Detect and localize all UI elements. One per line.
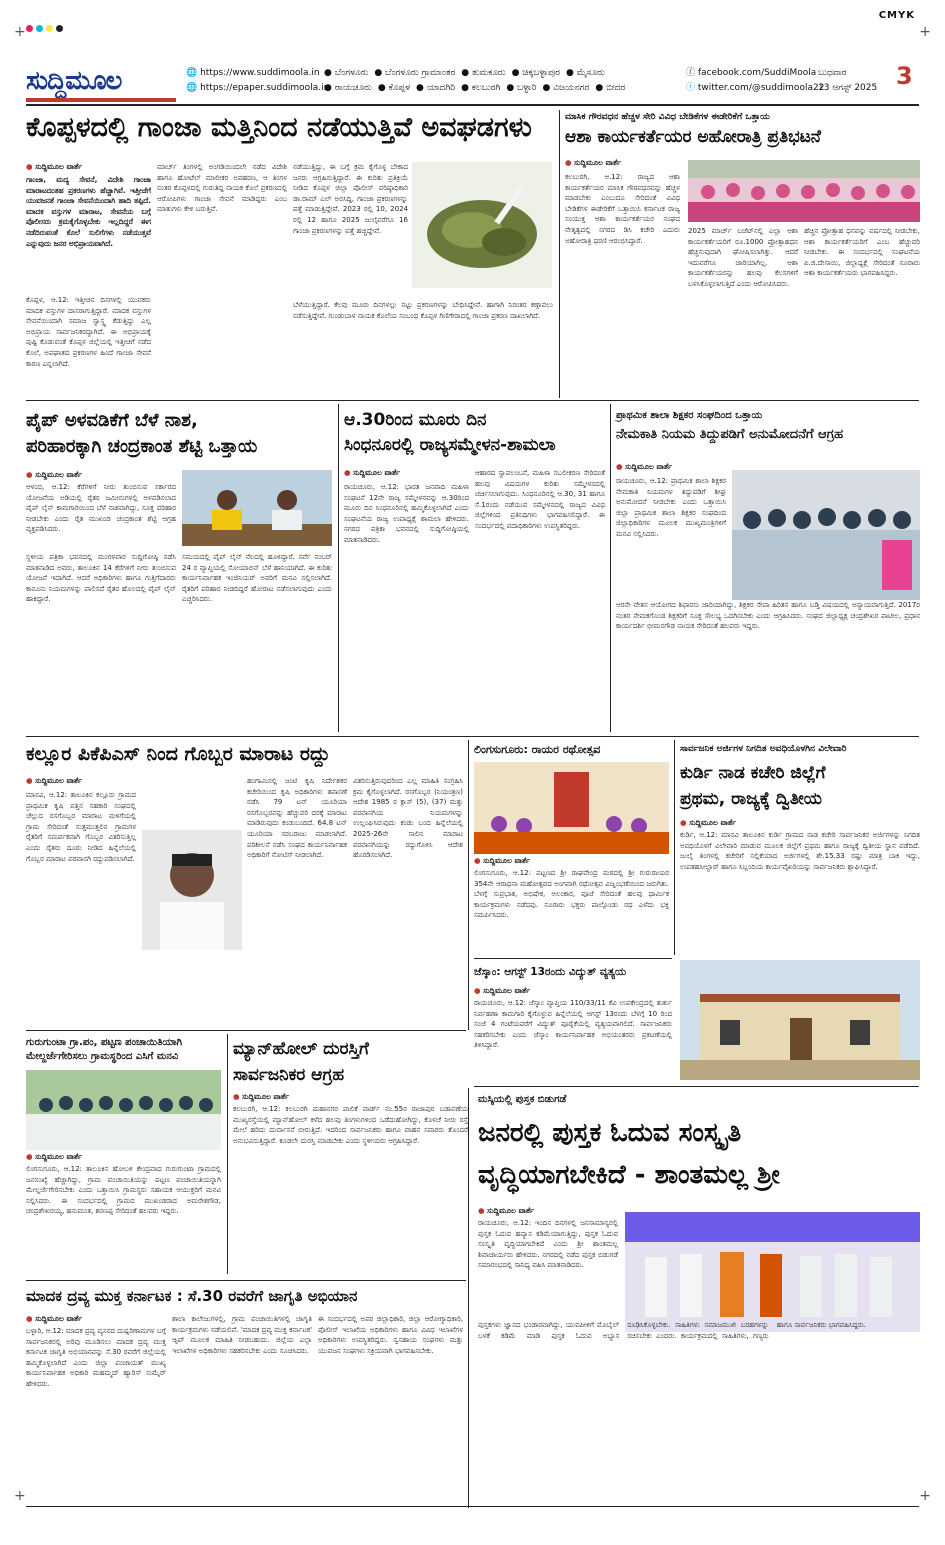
rathotsava-photo	[474, 762, 669, 854]
footer-rule	[26, 1506, 919, 1507]
facebook-icon: ⓕ	[686, 68, 698, 78]
article-body: ಆಳಂದ, ಆ.12: ಕೆರೆಗಳಿಗೆ ನೀರು ತುಂಬಿಸುವ ಸರ್ಕಾರದ ಯೋಜನೆಯ ಅಡಿಯಲ್ಲಿ ರೈತರ ಜಮೀನುಗಳಲ್ಲಿ ಅಳವಡಿಸಲಾದ ಪೈಪ್ ಲೈನ್ ಕಾಮಗಾರಿಯಿಂದ ಬೆಳೆ ನಾಶವಾಗಿದ್ದು, ಸೂಕ್ತ ಪರಿಹಾರ ನೀಡಬೇಕು ಎಂದು ರೈತ ಮುಖಂಡ ಚಂದ್ರಕಾಂತ ಶೆಟ್ಟಿ ಆಗ್ರಹ ವ್ಯಕ್ತಪಡಿಸಿದರು.	[26, 483, 176, 534]
byline: ● ಸುದ್ದಿಮೂಲ ವಾರ್ತೆ	[233, 1092, 468, 1102]
gurugunta-photo	[26, 1070, 221, 1150]
byline: ● ಸುದ್ದಿಮೂಲ ವಾರ್ತೆ	[474, 856, 669, 866]
headline-line: ಮ್ಯಾನ್‌ಹೋಲ್ ದುರಸ್ತಿಗೆ	[233, 1039, 369, 1059]
article-body: ಈ ಸಂದರ್ಭದಲ್ಲಿ ಅಪರ ಜಿಲ್ಲಾಧಿಕಾರಿ, ಜಿಲ್ಲಾ ಆರೋಗ್ಯಾಧಿಕಾರಿ, ಪೊಲೀಸ್ ಇಲಾಖೆಯ ಅಧಿಕಾರಿಗಳು ಹಾಗೂ ವಿವಿಧ ಇಲಾಖೆಗಳ ಅಧಿಕಾರಿಗಳು ಉಪಸ್ಥಿತರಿದ್ದರು. ಸ್ವಸಹಾಯ ಸಂಘಗಳು ಮತ್ತು ಯುವಜನ ಸಂಘಗಳು ಸಕ್ರಿಯವಾಗಿ ಭಾಗವಹಿಸಬೇಕು.	[318, 1315, 463, 1355]
social-links	[686, 66, 824, 96]
nada-kacheri-photo	[680, 960, 920, 1080]
ganja-photo	[412, 162, 552, 288]
byline: ● ಸುದ್ದಿಮೂಲ ವಾರ್ತೆ	[478, 1206, 618, 1216]
headline-line: ಮೇಲ್ದರ್ಜೆಗೇರಿಸಲು ಗ್ರಾಮಸ್ಥರಿಂದ ಎಸಿಗೆ ಮನವಿ	[26, 1051, 179, 1062]
article-body: ಕಲಬುರಗಿ, ಆ.12: ರಾಜ್ಯದ ಆಶಾ ಕಾರ್ಯಕರ್ತೆಯರ ಮಾಸಿಕ ಗೌರವಧನವನ್ನು ಹೆಚ್ಚಳ ಮಾಡಬೇಕು ಎಂಬುದೂ ಸೇರಿದಂತೆ ವಿವಿಧ ಬೇಡಿಕೆಗಳ ಈಡೇರಿಕೆಗೆ ಒತ್ತಾಯಿಸಿ ಕರ್ನಾಟಕ ರಾಜ್ಯ ಸಂಯುಕ್ತ ಆಶಾ ಕಾರ್ಯಕರ್ತೆಯರ ಸಂಘದ ನೇತೃತ್ವದಲ್ಲಿ ನಗರದ ಡಿಸಿ ಕಚೇರಿ ಎದುರು ಅಹೋರಾತ್ರಿ ಧರಣಿ ಆರಂಭಿಸಿದ್ದಾರೆ.	[565, 173, 680, 245]
byline: ● ಸುದ್ದಿಮೂಲ ವಾರ್ತೆ	[344, 468, 474, 478]
headline-asha[interactable]: ಆಶಾ ಕಾರ್ಯಕರ್ತೆಯರ ಅಹೋರಾತ್ರಿ ಪ್ರತಿಭಟನೆ	[565, 127, 821, 147]
section-rule	[474, 958, 672, 959]
article-body: ಮಾರ್ಚ್ ತಿಂಗಳಲ್ಲಿ ಅಂಗಡಿಯಿಂದಲೇ ನಡೆದ ವಿದೇಶಿ ಹಾಗೂ ಹೋಟೆಲ್ ಮಾಲೀಕರ ಅಪಹರಣ, ಆ ತಿಂಗಳ ನಂತರ ಕೊಪ್ಪಳದಲ್ಲಿ ಗುರುತಿದ್ದ ನಾಯಕ ಕೊಲೆ ಪ್ರಕರಣದಲ್ಲಿ ಆರೋಪಿಗಳು ಗಾಂಜಾ ಸೇವನೆ ಮಾಡಿದ್ದರು ಎಂಬ ಮಾತುಗಳು ಕೇಳಿ ಬರುತ್ತಿವೆ.	[157, 163, 287, 214]
print-registration-dots	[26, 17, 66, 36]
column-divider	[468, 740, 469, 1030]
twitter-icon: ⓣ	[686, 83, 698, 93]
issue-date-value: 13 ಆಗಸ್ಟ್ 2025	[818, 83, 878, 93]
kicker: ಸಾರ್ವಜನಿಕ ಅರ್ಜಿಗಳ ನಿಗದಿತ ಅವಧಿಯೊಳಗಿನ ವಿಲೇವಾರಿ	[680, 744, 847, 754]
article-lead: ಗಾಂಜಾ, ಮದ್ಯ ಸೇವನೆ, ವಿದೇಶಿ ಗಾಂಜಾ ಮಾರಾಟದಂತಹ ಪ್ರಕರಣಗಳು ಹೆಚ್ಚಾಗಿವೆ. ಇತ್ತೀಚೆಗೆ ಯುವಜನತೆ ಗಾಂಜಾ ಸೇವನೆಯಿಂದಾಗಿ ಹಾದಿ ತಪ್ಪಿದೆ. ಮಾದಕ ವಸ್ತುಗಳ ಮಾರಾಟ, ಸೇವನೆಯ ಬಗ್ಗೆ ಪೊಲೀಸರು ಕ್ರಮಕೈಗೊಳ್ಳಬೇಕು ಇಲ್ಲದಿದ್ದರೆ ಈಗ ನಡೆದಿರುವಂತೆ ಕೊಲೆ ಸುಲಿಗೆಗಳು ನಡೆಯುತ್ತವೆ ಎನ್ನುವುದು ಜನರ ಅಭಿಪ್ರಾಯವಾಗಿದೆ.	[26, 175, 151, 248]
twitter-link[interactable]: twitter.com/@suddimoola22	[697, 83, 825, 93]
website-link[interactable]: https://www.suddimoola.in	[200, 68, 320, 78]
district-link[interactable]: ● ತುಮಕೂರು	[461, 68, 506, 78]
article-body: ಪುಸ್ತಕಗಳು ಜ್ಞಾನದ ಭಂಡಾರವಾಗಿದ್ದು, ಯುವಪೀಳಿಗೆ ಮೊಬೈಲ್ ಬಳಕೆ ಕಡಿಮೆ ಮಾಡಿ ಪುಸ್ತಕ ಓದುವ ಅಭ್ಯಾಸ ರೂಢಿಸಿಕೊಳ್ಳಬೇಕು. ಸಾಹಿತಿಗಳು ಸಮಾಜಮುಖಿ ಬರಹಗಳನ್ನು ರಚಿಸಬೇಕು ಎಂದರು. ಕಾರ್ಯಕ್ರಮದಲ್ಲಿ ಸಾಹಿತಿಗಳು, ಗಣ್ಯರು ಹಾಗೂ ಸಾರ್ವಜನಿಕರು ಭಾಗವಹಿಸಿದ್ದರು.	[478, 1321, 867, 1340]
cmyk-mark: CMYK	[878, 10, 915, 21]
column-divider	[610, 404, 611, 732]
teachers-photo	[732, 470, 920, 600]
press-meet-photo	[182, 470, 332, 546]
header-rule	[26, 104, 919, 106]
kicker: ಪ್ರಾಥಮಿಕ ಶಾಲಾ ಶಿಕ್ಷಕರ ಸಂಘದಿಂದ ಒತ್ತಾಯ	[616, 410, 763, 421]
kicker: ಮಸ್ಕಿಯಲ್ಲಿ ಪುಸ್ತಕ ಬಿಡುಗಡೆ	[478, 1094, 567, 1105]
article-body: ನಡೆಯುತ್ತಿದ್ದು, ಈ ಬಗ್ಗೆ ಕ್ರಮ ಕೈಗೊಳ್ಳ ಬೇಕಾದ ಜನರು ಆಗ್ರಹಿಸುತ್ತಿದ್ದಾರೆ. ಈ ಕುರಿತು ಪ್ರತಿಕ್ರಿಯೆ ನೀಡಿದ ಕೊಪ್ಪಳ ಜಿಲ್ಲಾ ಪೊಲೀಸ್ ವರಿಷ್ಠಾಧಿಕಾರಿ ಡಾ.ರಾಮ್ ಎಲ್ ಅರಸಿದ್ದಿ, ಗಾಂಜಾ ಪ್ರಕರಣಗಳನ್ನು ಪತ್ತೆ ಮಾಡುತ್ತಿದ್ದೇವೆ. 2023 ರಲ್ಲಿ 10, 2024 ರಲ್ಲಿ 12 ಹಾಗೂ 2025 ಜುಲೈವರೆಗೂ 16 ಗಾಂಜಾ ಪ್ರಕರಣಗಳನ್ನು ಪತ್ತೆ ಹಚ್ಚಿದ್ದೇವೆ.	[293, 163, 408, 235]
column-divider	[468, 1088, 469, 1508]
district-link[interactable]: ● ಬೆಂಗಳೂರು ಗ್ರಾಮಾಂತರ	[374, 68, 456, 78]
section-rule	[26, 400, 919, 401]
article-body: ಲಿಂಗಸುಗೂರು, ಆ.12: ಪಟ್ಟಣದ ಶ್ರೀ ರಾಘವೇಂದ್ರ ಮಠದಲ್ಲಿ ಶ್ರೀ ಗುರುರಾಯರ 354ನೇ ಆರಾಧನಾ ಮಹೋತ್ಸವದ ಅಂಗವಾಗಿ ರಥೋತ್ಸವ ವಿಜೃಂಭಣೆಯಿಂದ ಜರುಗಿತು. ಬೆಳಗ್ಗೆ ಸುಪ್ರಭಾತ, ಅಭಿಷೇಕ, ಅಲಂಕಾರ, ಪೂಜೆ ಸೇರಿದಂತೆ ಹಲವು ಧಾರ್ಮಿಕ ಕಾರ್ಯಕ್ರಮಗಳು ನಡೆದವು. ನೂರಾರು ಭಕ್ತರು ಪಾಲ್ಗೊಂಡು ರಥ ಎಳೆದು ಭಕ್ತಿ ಸಮರ್ಪಿಸಿದರು.	[474, 869, 669, 920]
section-rule	[26, 736, 919, 737]
epaper-link[interactable]: https://epaper.suddimoola.in	[200, 83, 330, 93]
section-rule	[26, 1280, 466, 1281]
byline: ● ಸುದ್ದಿಮೂಲ ವಾರ್ತೆ	[26, 470, 176, 480]
headline-line: ಸಿಂಧನೂರಲ್ಲಿ ರಾಜ್ಯಸಮ್ಮೇಳನ-ಶಾಮಲಾ	[344, 435, 556, 455]
column-divider	[338, 404, 339, 732]
headline-shikshakara[interactable]: ನೇಮಕಾತಿ ನಿಯಮ ತಿದ್ದುಪಡಿಗೆ ಅನುಮೋದನೆಗೆ ಆಗ್ರಹ	[616, 427, 844, 442]
headline-line: ಪ್ರಥಮ, ರಾಜ್ಯಕ್ಕೆ ದ್ವಿತೀಯ	[680, 789, 822, 809]
section-rule	[474, 1086, 919, 1087]
masthead-underline	[26, 98, 176, 102]
globe-icon: 🌐	[186, 68, 201, 78]
headline-ganja[interactable]: ಕೊಪ್ಪಳದಲ್ಲಿ ಗಾಂಜಾ ಮತ್ತಿನಿಂದ ನಡೆಯುತ್ತಿವೆ ಅವಘಡಗಳು	[26, 112, 532, 143]
article-body: ಲಿಂಗಸುಗೂರು, ಆ.12: ತಾಲೂಕಿನ ಹೋಬಳಿ ಕೇಂದ್ರವಾದ ಗುರುಗುಂಟಾ ಗ್ರಾಮದಲ್ಲಿ ಜನಸಂಖ್ಯೆ ಹೆಚ್ಚಾಗಿದ್ದು, ಗ್ರಾಮ ಪಂಚಾಯಿತಿಯನ್ನು ಪಟ್ಟಣ ಪಂಚಾಯಿತಿಯನ್ನಾಗಿ ಮೇಲ್ದರ್ಜೆಗೇರಿಸಬೇಕು ಎಂದು ಒತ್ತಾಯಿಸಿ ಗ್ರಾಮಸ್ಥರು ಸಹಾಯಕ ಆಯುಕ್ತರಿಗೆ ಮನವಿ ಸಲ್ಲಿಸಿದರು. ಈ ಸಂದರ್ಭದಲ್ಲಿ ಗ್ರಾಮದ ಮುಖಂಡರಾದ ಅಮರೇಶಗೌಡ, ಚಂದ್ರಶೇಖರಯ್ಯ, ಹನುಮಂತ, ಶರಣಪ್ಪ ಸೇರಿದಂತೆ ಹಲವರು ಇದ್ದರು.	[26, 1165, 221, 1216]
byline: ● ಸುದ್ದಿಮೂಲ ವಾರ್ತೆ	[616, 462, 726, 472]
headline-line: ವೃದ್ಧಿಯಾಗಬೇಕಿದೆ - ಶಾಂತಮಲ್ಲ ಶ್ರೀ	[478, 1160, 780, 1190]
masthead-logo[interactable]: ಸುದ್ದಿಮೂಲ	[26, 66, 176, 96]
article-body: ಕಲಬುರಗಿ, ಆ.12: ಕಲಬುರಗಿ ಮಹಾನಗರ ಪಾಲಿಕೆ ವಾರ್ಡ್ ನಂ.55ರ ರಾಜಾಪುರ ಬಡಾವಣೆಯ ಮುಖ್ಯರಸ್ತೆಯಲ್ಲಿ ಮ್ಯಾನ್‌ಹೋಲ್ ಕಳೆದ ಹಲವು ತಿಂಗಳುಗಳಿಂದ ಒಡೆದುಹೋಗಿದ್ದು, ಕೊಳಚೆ ನೀರು ರಸ್ತೆ ಮೇಲೆ ಹರಿದು ದುರ್ವಾಸನೆ ಬೀರುತ್ತಿದೆ. ಇದರಿಂದ ಸಾರ್ವಜನಿಕರು ಹಾಗೂ ವಾಹನ ಸವಾರರು ತೊಂದರೆ ಅನುಭವಿಸುತ್ತಿದ್ದಾರೆ. ಕೂಡಲೇ ದುರಸ್ತಿ ಮಾಡಬೇಕು ಎಂದು ಸ್ಥಳೀಯರು ಆಗ್ರಹಿಸಿದ್ದಾರೆ.	[233, 1105, 468, 1145]
headline-kallur[interactable]: ಕಲ್ಲೂರ ಪಿಕೆಪಿಎಸ್ ನಿಂದ ಗೊಬ್ಬರ ಮಾರಾಟ ರದ್ದು	[26, 743, 331, 765]
article-body: ವಿತರಿಸುತ್ತಿರುವುದರಿಂದ ಎಲ್ಲ ಮಾಹಿತಿ ಸಂಗ್ರಹಿಸಿ ಕ್ರಮ ಕೈಗೊಳ್ಳಲಾಗಿದೆ. ರಸಗೊಬ್ಬರ (ನಿಯಂತ್ರಣ) ಆದೇಶ 1985 ರ ಕ್ಲಾಸ್ (5), (37) ಮತ್ತು ಪರವಾನಗಿಯ ನಿಯಮಗಳನ್ನು ಉಲ್ಲಂಘಿಸಿರುವುದು ಕಂಡು ಬಂದ ಹಿನ್ನೆಲೆಯಲ್ಲಿ 2025-26ನೇ ಸಾಲಿನ ಮಾರಾಟ ಪರವಾನಗಿಯನ್ನು ರದ್ದುಗೊಳಿಸಿ ಆದೇಶ ಹೊರಡಿಸಲಾಗಿದೆ.	[353, 777, 463, 860]
globe-icon: 🌐	[186, 83, 201, 93]
officer-portrait	[142, 830, 242, 950]
article-body: ಆಹಾರದ ಸ್ವಾವಲಂಬನೆ, ಮಹಿಳಾ ಸಬಲೀಕರಣ ಸೇರಿದಂತೆ ಹಲವು ವಿಷಯಗಳ ಕುರಿತು ಸಮ್ಮೇಳನದಲ್ಲಿ ಚರ್ಚಿಸಲಾಗುವುದು. ಸಿಂಧನೂರಿನಲ್ಲಿ ಆ.30, 31 ಹಾಗೂ ಸೆ.1ರಂದು ನಡೆಯುವ ಸಮ್ಮೇಳನದಲ್ಲಿ ರಾಜ್ಯದ ವಿವಿಧ ಜಿಲ್ಲೆಗಳಿಂದ ಪ್ರತಿನಿಧಿಗಳು ಭಾಗವಹಿಸಲಿದ್ದಾರೆ. ಈ ಸಂದರ್ಭದಲ್ಲಿ ಪದಾಧಿಕಾರಿಗಳು ಉಪಸ್ಥಿತರಿದ್ದರು.	[475, 469, 605, 530]
headline-line: ಗುರುಗುಂಟಾ ಗ್ರಾ.ಪಂ, ಪಟ್ಟಣ ಪಂಚಾಯಿತಿಯಾಗಿ	[26, 1037, 183, 1048]
district-link[interactable]: ● ರಾಯಚೂರು	[324, 83, 372, 93]
article-body: ಸ್ಥಳೀಯ ಪತ್ರಿಕಾ ಭವನದಲ್ಲಿ ಮಂಗಳವಾರ ಸುದ್ದಿಗೋಷ್ಠಿ ನಡೆಸಿ ಮಾತನಾಡಿದ ಅವರು, ತಾಲೂಕಿನ 14 ಕೆರೆಗಳಿಗೆ ನೀರು ತುಂಬಿಸುವ ಯೋಜನೆ ಇದಾಗಿದೆ. ಆದರೆ ಅಧಿಕಾರಿಗಳು ಹಾಗೂ ಗುತ್ತಿಗೆದಾರರು ಕಾನೂನು ನಿಯಮಗಳನ್ನು ಪಾಲಿಸದೆ ರೈತರ ಹೊಲದಲ್ಲಿ ಪೈಪ್ ಲೈನ್ ಹಾಕಿದ್ದಾರೆ.	[26, 553, 176, 604]
district-link[interactable]: ● ಚಿಕ್ಕಬಳ್ಳಾಪುರ	[511, 68, 561, 78]
district-link[interactable]: ● ಯಾದಗಿರಿ	[416, 83, 456, 93]
article-body: ಆರನೇ ವೇತನ ಆಯೋಗದ ಶಿಫಾರಸು ಜಾರಿಯಾಗಿದ್ದು, ಶಿಕ್ಷಕರ ಸೇವಾ ಹಿರಿತನ ಹಾಗೂ ಬಡ್ತಿ ವಿಷಯದಲ್ಲಿ ಅನ್ಯಾಯವಾಗುತ್ತಿದೆ. 2017ರ ನಂತರ ನೇಮಕಗೊಂಡ ಶಿಕ್ಷಕರಿಗೆ ಸೂಕ್ತ ಸೌಲಭ್ಯ ಒದಗಿಸಬೇಕು ಎಂದು ಆಗ್ರಹಿಸಿದರು. ಸಂಘದ ಜಿಲ್ಲಾಧ್ಯಕ್ಷ ಚಂದ್ರಶೇಖರ ಪಾಟೀಲ, ಪ್ರಧಾನ ಕಾರ್ಯದರ್ಶಿ ಭೀಮನಗೌಡ ನಾಯಕ ಸೇರಿದಂತೆ ಹಲವರು ಇದ್ದರು.	[616, 601, 920, 631]
headline-manhole[interactable]	[233, 1036, 468, 1088]
district-link[interactable]: ● ಬಳ್ಳಾರಿ	[506, 83, 537, 93]
article-body: ರಾಯಚೂರು, ಆ.12: ಭಾರತ ಜನವಾದಿ ಮಹಿಳಾ ಸಂಘಟನೆ 12ನೇ ರಾಜ್ಯ ಸಮ್ಮೇಳನವನ್ನು ಆ.30ರಿಂದ ಮೂರು ದಿನ ಸಿಂಧನೂರಿನಲ್ಲಿ ಹಮ್ಮಿಕೊಳ್ಳಲಾಗಿದೆ ಎಂದು ಸಂಘಟನೆಯ ರಾಜ್ಯ ಉಪಾಧ್ಯಕ್ಷೆ ಶಾಮಲಾ ಹೇಳಿದರು. ನಗರದ ಪತ್ರಿಕಾ ಭವನದಲ್ಲಿ ಸುದ್ದಿಗೋಷ್ಠಿಯಲ್ಲಿ ಮಾತನಾಡಿದರು.	[344, 483, 469, 544]
crop-mark-icon: +	[919, 1488, 931, 1504]
article-body: ರಾಯಚೂರು, ಆ.12: ಪ್ರಾಥಮಿಕ ಶಾಲಾ ಶಿಕ್ಷಕರ ನೇಮಕಾತಿ ನಿಯಮಗಳ ತಿದ್ದುಪಡಿಗೆ ಶೀಘ್ರ ಅನುಮೋದನೆ ನೀಡಬೇಕು ಎಂದು ಒತ್ತಾಯಿಸಿ ಜಿಲ್ಲಾ ಪ್ರಾಥಮಿಕ ಶಾಲಾ ಶಿಕ್ಷಕರ ಸಂಘದಿಂದ ಜಿಲ್ಲಾಧಿಕಾರಿಗಳ ಮೂಲಕ ಮುಖ್ಯಮಂತ್ರಿಗಳಿಗೆ ಮನವಿ ಸಲ್ಲಿಸಿದರು.	[616, 477, 726, 538]
headline-kurdi[interactable]	[680, 760, 920, 812]
article-body: ಸಮಯದಲ್ಲಿ ಪೈಪ್ ಲೈನ್ ನೆಲದಲ್ಲಿ ಹೂಳಿದ್ದಾರೆ. ಸರ್ವೆ ನಂಬರ್ 24 ರ ವ್ಯಾಪ್ತಿಯಲ್ಲಿ ಸೋಯಾಬಿನ್ ಬೆಳೆ ಹಾನಿಯಾಗಿದೆ. ಈ ಕುರಿತು ಕಾರ್ಯನಿರ್ವಾಹಕ ಇಂಜಿನಿಯರ್ ಅವರಿಗೆ ಮನವಿ ಸಲ್ಲಿಸಲಾಗಿದೆ. ರೈತರಿಗೆ ಪರಿಹಾರ ನೀಡದಿದ್ದರೆ ಹೋರಾಟ ನಡೆಸಲಾಗುವುದು ಎಂದು ಎಚ್ಚರಿಸಿದರು.	[182, 553, 332, 604]
district-link[interactable]: ● ಬೀದರ	[595, 83, 626, 93]
headline-line: ಪೈಪ್ ಅಳವಡಿಕೆಗೆ ಬೆಳೆ ನಾಶ,	[26, 410, 198, 431]
district-link[interactable]: ● ಕೊಪ್ಪಳ	[377, 83, 411, 93]
article-body: ಮಾನವಿ, ಆ.12: ತಾಲೂಕಿನ ಕಲ್ಲೂರು ಗ್ರಾಮದ ಪ್ರಾಥಮಿಕ ಕೃಷಿ ಪತ್ತಿನ ಸಹಕಾರಿ ಸಂಘದಲ್ಲಿ ಚೆಲ್ಲುದ ರಸಗೊಬ್ಬರ ಮಾರಾಟ ಮಳಿಗೆಯಲ್ಲಿ ಗ್ರಾಮ ಸೇರಿದಂತೆ ಸುತ್ತಮುತ್ತಲಿನ ಗ್ರಾಮಗಳ ರೈತರಿಗೆ ಸಮರ್ಪಕವಾಗಿ ಗೊಬ್ಬರ ವಿತರಿಸುತ್ತಿಲ್ಲ ಎಂದು ರೈತರು ದೂರು ನೀಡಿದ ಹಿನ್ನೆಲೆಯಲ್ಲಿ ಗೊಬ್ಬರ ಮಾರಾಟ ಪರವಾನಗಿ ರದ್ದುಪಡಿಸಲಾಗಿದೆ.	[26, 791, 136, 863]
district-link[interactable]: ● ಕಲಬುರಗಿ	[461, 83, 501, 93]
article-body: ರಾಯಚೂರು, ಆ.12: ಜೆಸ್ಕಾಂ ವ್ಯಾಪ್ತಿಯ 110/33/11 ಕೆವಿ ಉಪಕೇಂದ್ರದಲ್ಲಿ ತುರ್ತು ನಿರ್ವಹಣಾ ಕಾಮಗಾರಿ ಕೈಗೊಳ್ಳುವ ಹಿನ್ನೆಲೆಯಲ್ಲಿ ಆಗಸ್ಟ್ 13ರಂದು ಬೆಳಗ್ಗೆ 10 ರಿಂದ ಸಂಜೆ 4 ಗಂಟೆಯವರೆಗೆ ವಿದ್ಯುತ್ ಪೂರೈಕೆಯಲ್ಲಿ ವ್ಯತ್ಯಯವಾಗಲಿದೆ. ಸಾರ್ವಜನಿಕರು ಸಹಕರಿಸಬೇಕು ಎಂದು ಜೆಸ್ಕಾಂ ಕಾರ್ಯನಿರ್ವಾಹಕ ಅಭಿಯಂತರರು ಪ್ರಕಟಣೆಯಲ್ಲಿ ತಿಳಿಸಿದ್ದಾರೆ.	[474, 999, 672, 1050]
page-number: 3	[896, 62, 913, 90]
headline-jescom[interactable]: ಜೆಸ್ಕಾಂ: ಆಗಸ್ಟ್ 13ರಂದು ವಿದ್ಯುತ್ ವ್ಯತ್ಯಯ	[474, 966, 627, 978]
column-divider	[559, 110, 560, 398]
article-body: ಕೊಪ್ಪಳ, ಆ.12: ಇತ್ತೀಚಿನ ದಿನಗಳಲ್ಲಿ ಯುವಕರು ಮಾದಕ ವಸ್ತುಗಳ ದಾಸರಾಗುತ್ತಿದ್ದಾರೆ. ಮಾದಕ ವಸ್ತುಗಳ ಸೇವನೆಯಿಂದಾಗಿ ಸಮಾಜ ಸ್ವಾಸ್ಥ್ಯ ಕೆಡುತ್ತಿದ್ದು ಎಲ್ಲ ಅಭಿಪ್ರಾಯ ಸಾರ್ವಜನಿಕರದ್ದಾಗಿದೆ. ಈ ಅಭಿಪ್ರಾಯಕ್ಕೆ ಪುಷ್ಟಿ ಕೊಡುವಂತೆ ಕೊಪ್ಪಳ ಜಿಲ್ಲೆಯಲ್ಲಿ ಇತ್ತೀಚಿಗೆ ನಡೆದ ಕೊಲೆ, ಅಪಘಾತದ ಪ್ರಕರಣಗಳ ಹಿಂದೆ ಗಾಂಜಾ ಸೇವನೆ ಕಾರಣ ಎನ್ನಲಾಗಿದೆ.	[26, 296, 151, 368]
headline-line: ಸಾರ್ವಜನಿಕರ ಆಗ್ರಹ	[233, 1065, 345, 1085]
headline-line: ಆ.30ರಿಂದ ಮೂರು ದಿನ	[344, 410, 487, 430]
facebook-link[interactable]: facebook.com/SuddiMoola	[697, 68, 817, 78]
headline-madaka[interactable]: ಮಾದಕ ದ್ರವ್ಯ ಮುಕ್ತ ಕರ್ನಾಟಕ : ಸೆ.30 ರವರೆಗೆ ಜಾಗೃತಿ ಅಭಿಯಾನ	[26, 1287, 358, 1305]
headline-line: ಜನರಲ್ಲಿ ಪುಸ್ತಕ ಓದುವ ಸಂಸ್ಕೃತಿ	[478, 1118, 742, 1148]
header-links	[186, 66, 329, 96]
article-body: ಕುರ್ಡಿ, ಆ.12: ಮಾನವಿ ತಾಲೂಕಿನ ಕುರ್ಡಿ ಗ್ರಾಮದ ನಾಡ ಕಚೇರಿ ಸಾರ್ವಜನಿಕರ ಅರ್ಜಿಗಳನ್ನು ನಿಗದಿತ ಅವಧಿಯೊಳಗೆ ವಿಲೇವಾರಿ ಮಾಡುವ ಮೂಲಕ ಜಿಲ್ಲೆಗೆ ಪ್ರಥಮ ಹಾಗೂ ರಾಜ್ಯಕ್ಕೆ ದ್ವಿತೀಯ ಸ್ಥಾನ ಪಡೆದಿದೆ. ಜುಲೈ ತಿಂಗಳಲ್ಲಿ ಕಚೇರಿಗೆ ಸಲ್ಲಿಕೆಯಾದ ಅರ್ಜಿಗಳಲ್ಲಿ ಶೇ.15.33 ರಷ್ಟು ಮಾತ್ರ ಬಾಕಿ ಇದ್ದು, ಉಪತಹಸೀಲ್ದಾರ್ ಹಾಗೂ ಸಿಬ್ಬಂದಿಯ ಕಾರ್ಯವೈಖರಿಯನ್ನು ಸಾರ್ವಜನಿಕರು ಶ್ಲಾಘಿಸಿದ್ದಾರೆ.	[680, 831, 920, 871]
byline: ● ಸುದ್ದಿಮೂಲ ವಾರ್ತೆ	[26, 776, 136, 786]
byline: ● ಸುದ್ದಿಮೂಲ ವಾರ್ತೆ	[474, 986, 672, 996]
headline-gurugunta[interactable]	[26, 1036, 221, 1064]
crop-mark-icon: +	[14, 1488, 26, 1504]
article-body: ಬಳ್ಳಾರಿ, ಆ.12: ಮಾದಕ ದ್ರವ್ಯ ವ್ಯಸನದ ದುಷ್ಪರಿಣಾಮಗಳ ಬಗ್ಗೆ ಸಾರ್ವಜನಿಕರಲ್ಲಿ ಅರಿವು ಮೂಡಿಸಲು ಮಾದಕ ದ್ರವ್ಯ ಮುಕ್ತ ಕರ್ನಾಟಕ ಜಾಗೃತಿ ಅಭಿಯಾನವನ್ನು ಸೆ.30 ರವರೆಗೆ ಜಿಲ್ಲೆಯಲ್ಲಿ ಹಮ್ಮಿಕೊಳ್ಳಲಾಗಿದೆ ಎಂದು ಜಿಲ್ಲಾ ಪಂಚಾಯತ್ ಮುಖ್ಯ ಕಾರ್ಯನಿರ್ವಾಹಕ ಅಧಿಕಾರಿ ಮಹಮ್ಮದ್ ಹ್ಯಾರಿಸ್ ಸುಮೈರ್ ಹೇಳಿದರು.	[26, 1327, 166, 1388]
column-divider	[674, 740, 675, 955]
issue-day: ಬುಧವಾರ	[818, 68, 847, 78]
headline-pipe[interactable]	[26, 408, 336, 460]
article-body: ಹೆಚ್ಚಿನ ಪ್ರೋತ್ಸಾಹ ಧನವನ್ನು ವರ್ಷದಲ್ಲಿ ನೀಡಬೇಕು, ಆಶಾ ಕಾರ್ಯಕರ್ತೆಯರಿಗೆ ಎಂಬ ಹೆಚ್ಚುವರಿ ನೀಡಬೇಕು. ಈ ಸಂದರ್ಭದಲ್ಲಿ ಸಂಘಟನೆಯ ಪಿ.ಜಿ.ದೇಸಾಯಿ, ಜಿಲ್ಲಾಧ್ಯಕ್ಷೆ ಸೇರಿದಂತೆ ನೂರಾರು ಆಶಾ ಕಾರ್ಯಕರ್ತೆಯರು ಭಾಗವಹಿಸಿದ್ದರು.	[804, 227, 920, 278]
article-body: ಶಾಲಾ ಕಾಲೇಜುಗಳಲ್ಲಿ, ಗ್ರಾಮ ಪಂಚಾಯಿತಿಗಳಲ್ಲಿ ಜಾಗೃತಿ ಕಾರ್ಯಕ್ರಮಗಳು ನಡೆಯಲಿವೆ. 'ಮಾದಕ ದ್ರವ್ಯ ಮುಕ್ತ ಕರ್ನಾಟಕ' ಆ್ಯಪ್ ಮೂಲಕ ಮಾಹಿತಿ ನೀಡಬಹುದು. ಜಿಲ್ಲೆಯ ಎಲ್ಲಾ ಇಲಾಖೆಗಳ ಅಧಿಕಾರಿಗಳು ಸಹಕರಿಸಬೇಕು ಎಂದು ಸೂಚಿಸಿದರು.	[172, 1315, 312, 1355]
headline-pustaka[interactable]	[478, 1112, 918, 1196]
byline: ● ಸುದ್ದಿಮೂಲ ವಾರ್ತೆ	[26, 1314, 166, 1324]
article-body: ರಾಯಚೂರು, ಆ.12: ಇಂದಿನ ದಿನಗಳಲ್ಲಿ ಜನಸಾಮಾನ್ಯರಲ್ಲಿ ಪುಸ್ತಕ ಓದುವ ಹವ್ಯಾಸ ಕಡಿಮೆಯಾಗುತ್ತಿದ್ದು, ಪುಸ್ತಕ ಓದುವ ಸಂಸ್ಕೃತಿ ವೃದ್ಧಿಯಾಗಬೇಕಿದೆ ಎಂದು ಶ್ರೀ ಶಾಂತಮಲ್ಲ ಶಿವಾಚಾರ್ಯರು ಹೇಳಿದರು. ನಗರದಲ್ಲಿ ನಡೆದ ಪುಸ್ತಕ ಬಿಡುಗಡೆ ಸಮಾರಂಭದಲ್ಲಿ ಸಾನಿಧ್ಯ ವಹಿಸಿ ಮಾತನಾಡಿದರು.	[478, 1219, 618, 1270]
headline-rathotsava[interactable]: ಲಿಂಗಸುಗೂರು: ರಾಯರ ರಥೋತ್ಸವ	[474, 743, 601, 756]
issue-date	[818, 66, 877, 96]
article-body: ಬೆಳೆಯುತ್ತಿದ್ದಾರೆ. ಕೆಲವು ಮೂರು ದಿನಗಳಲ್ಲು ನಟ್ಟು ಪ್ರಕರಣಗಳನ್ನು ಬೇಧಿಸಿದ್ದೇವೆ. ಹಾಗಾಗಿ ನಿರಂತರ ಕಣ್ಗಾವಲು ನಡೆಸುತ್ತಿದ್ದೇವೆ. ಗುಂಡುಬಾಳ ನಾಯಕ ಕೊಲೆಯ ಸಂಬಂಧ ಕೊಪ್ಪಳ ಗಿಣಿಗೇರಾದಲ್ಲಿ ಗಾಂಜಾ ಪ್ರಕರಣ ದಾಖಲಾಗಿದೆ.	[293, 301, 553, 320]
district-link[interactable]: ● ವಿಜಯನಗರ	[542, 83, 590, 93]
headline-line: ಕುರ್ಡಿ ನಾಡ ಕಚೇರಿ ಜಿಲ್ಲೆಗೆ	[680, 763, 826, 783]
book-release-photo	[625, 1212, 920, 1332]
article-body: ಹಂಗಾಮಿನಲ್ಲಿ ಜಂಟಿ ಕೃಷಿ ನಿರ್ದೇಶಕರ ಕಚೇರಿಯಿಂದ ಕೃಷಿ ಅಧಿಕಾರಿಗಳು ತಪಾಸಣೆ ನಡೆಸಿ 79 ಟನ್ ಯೂರಿಯಾ ರಸಗೊಬ್ಬರವನ್ನು ಹೆಚ್ಚುವರಿ ದರಕ್ಕೆ ಮಾರಾಟ ಮಾಡಿರುವುದು ಕಂಡುಬಂದಿದೆ. 64.8 ಟನ್ ಯೂರಿಯಾ ಸರಬರಾಜು ಮಾಡಲಾಗಿದೆ. ಪರಿಶೀಲನೆ ನಡೆಸಿ ಸಂಘದ ಕಾರ್ಯನಿರ್ವಾಹಕ ಅಧಿಕಾರಿಗೆ ನೋಟಿಸ್ ನೀಡಲಾಗಿದೆ.	[247, 777, 347, 860]
kicker: ಮಾಸಿಕ ಗೌರವಧನ ಹೆಚ್ಚಳ ಸೇರಿ ವಿವಿಧ ಬೇಡಿಕೆಗಳ ಈಡೇರಿಕೆಗೆ ಒತ್ತಾಯ	[565, 112, 770, 122]
headline-line: ಪರಿಹಾರಕ್ಕಾಗಿ ಚಂದ್ರಕಾಂತ ಶೆಟ್ಟಿ ಒತ್ತಾಯ	[26, 436, 258, 457]
district-list	[324, 66, 674, 96]
article-body: 2025 ಮಾರ್ಚ್ ಬಜೆಟ್‌ನಲ್ಲಿ ಎಲ್ಲಾ ಆಶಾ ಕಾರ್ಯಕರ್ತೆಯರಿಗೆ ರೂ.1000 ಪ್ರೋತ್ಸಾಹಧನ ಹೆಚ್ಚಿಸುವುದಾಗಿ ಘೋಷಿಸಲಾಗಿತ್ತು. ಆದರೆ ಇದುವರೆಗೂ ಜಾರಿಯಾಗಿಲ್ಲ. ಆಶಾ ಕಾರ್ಯಕರ್ತೆಯರನ್ನು ಹಲವು ಕೆಲಸಗಳಿಗೆ ಬಳಸಿಕೊಳ್ಳಲಾಗುತ್ತಿದೆ ಎಂದು ಆರೋಪಿಸಿದರು.	[688, 227, 798, 288]
byline: ● ಸುದ್ದಿಮೂಲ ವಾರ್ತೆ	[26, 1152, 221, 1162]
asha-protest-photo	[688, 160, 920, 222]
section-rule	[26, 1030, 466, 1031]
district-link[interactable]: ● ಬೆಂಗಳೂರು	[324, 68, 369, 78]
byline: ● ಸುದ್ದಿಮೂಲ ವಾರ್ತೆ	[26, 162, 156, 172]
headline-sammelana[interactable]	[344, 408, 604, 458]
crop-mark-icon: +	[14, 24, 26, 40]
byline: ● ಸುದ್ದಿಮೂಲ ವಾರ್ತೆ	[565, 158, 675, 168]
crop-mark-icon: +	[919, 24, 931, 40]
column-divider	[227, 1034, 228, 1274]
district-link[interactable]: ● ಮೈಸೂರು	[566, 68, 605, 78]
byline: ● ಸುದ್ದಿಮೂಲ ವಾರ್ತೆ	[680, 818, 920, 828]
